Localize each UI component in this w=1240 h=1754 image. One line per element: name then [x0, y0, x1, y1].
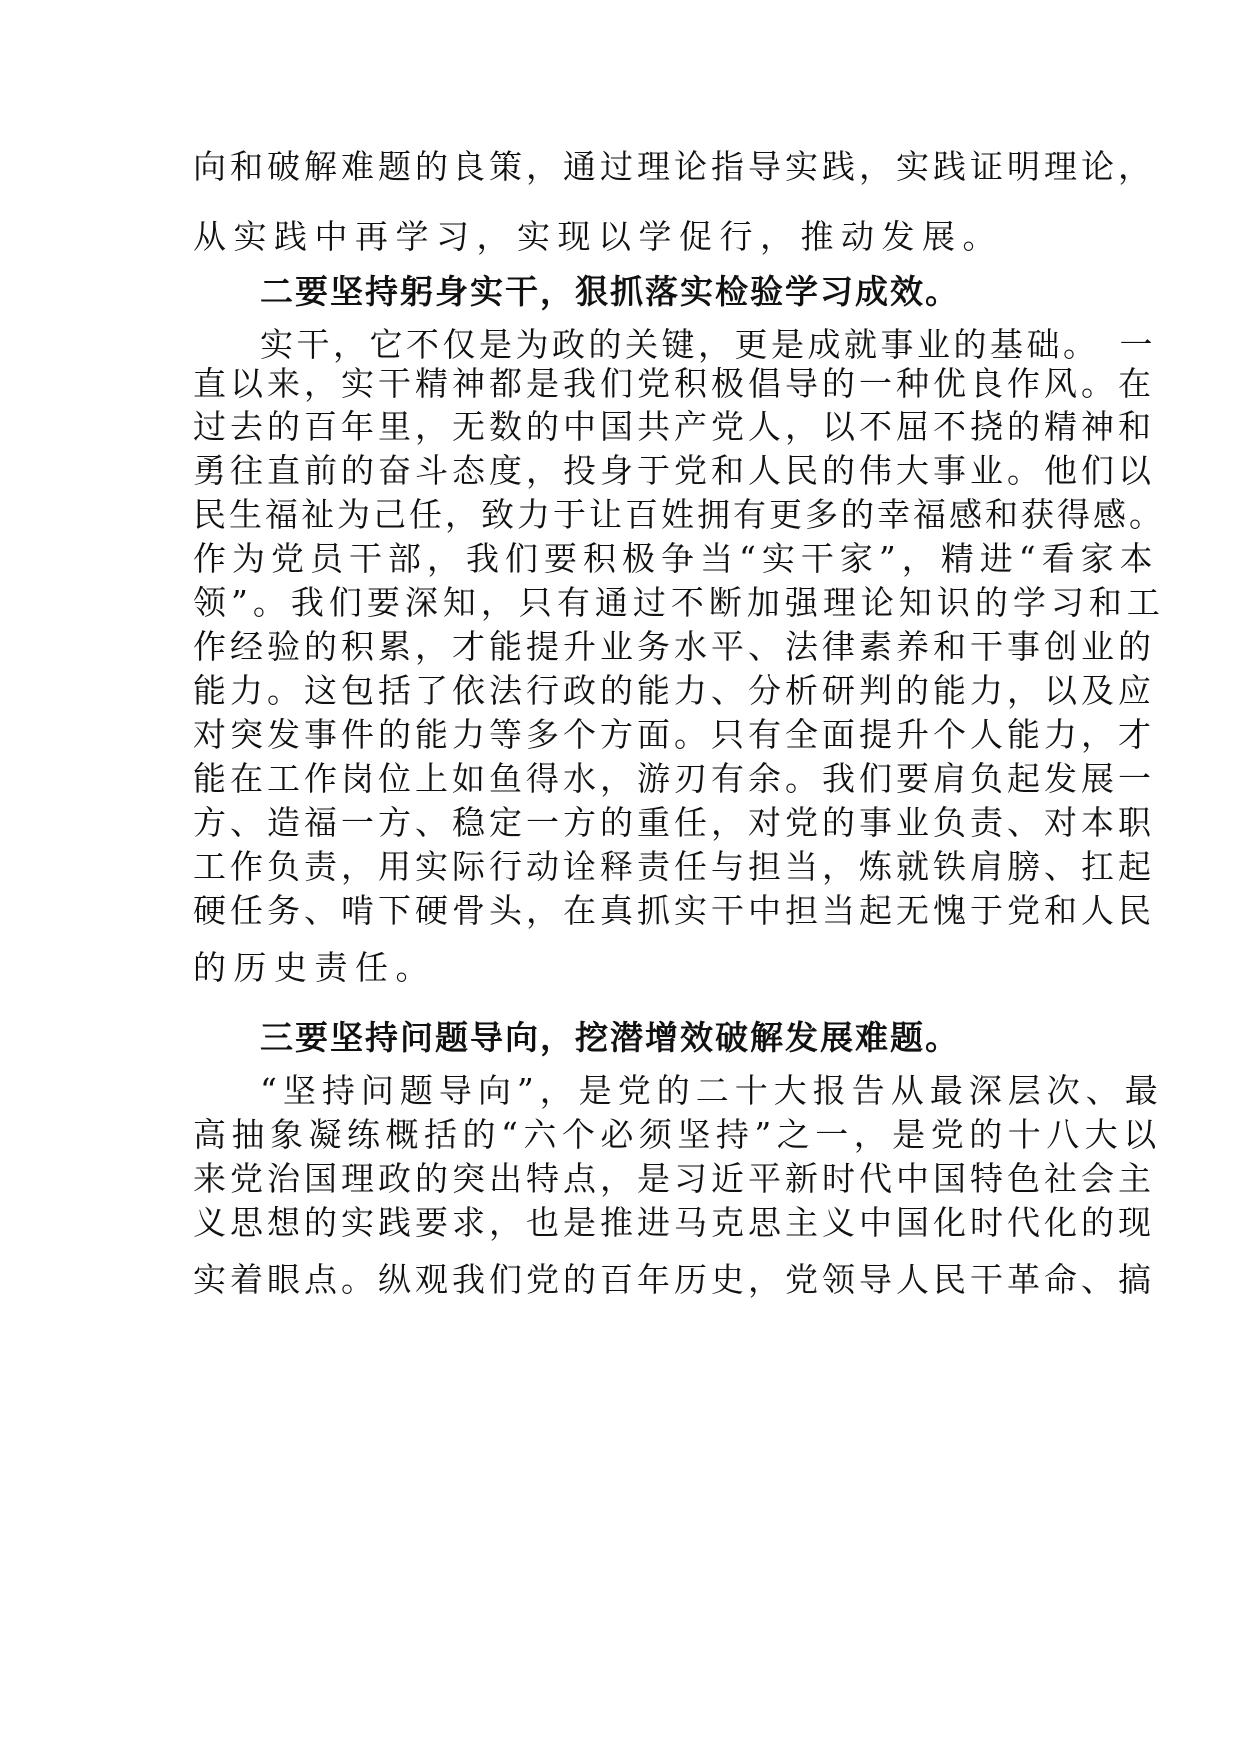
body-line: 义思想的实践要求，也是推进马克思主义中国化时代化的现: [193, 1203, 1155, 1242]
body-line: 能力。这包括了依法行政的能力、分析研判的能力，以及应: [193, 671, 1155, 710]
body-line: 工作负责，用实际行动诠释责任与担当，炼就铁肩膀、扛起: [193, 847, 1155, 886]
section-heading-3: 三要坚持问题导向，挖潜增效破解发展难题。: [260, 1018, 960, 1057]
body-line: 领”。我们要深知，只有通过不断加强理论知识的学习和工: [193, 583, 1165, 622]
body-line: 来党治国理政的突出特点，是习近平新时代中国特色社会主: [193, 1159, 1155, 1198]
body-line: 实干，它不仅是为政的关键，更是成就事业的基础。 一: [260, 325, 1156, 364]
body-line: 能在工作岗位上如鱼得水，游刃有余。我们要肩负起发展一: [193, 759, 1155, 798]
body-line: 方、造福一方、稳定一方的重任，对党的事业负责、对本职: [193, 803, 1155, 842]
body-line: 实着眼点。纵观我们党的百年历史，党领导人民干革命、搞: [193, 1260, 1155, 1299]
body-line: 过去的百年里，无数的中国共产党人，以不屈不挠的精神和: [193, 407, 1155, 446]
section-heading-2: 二要坚持躬身实干，狠抓落实检验学习成效。: [260, 272, 960, 311]
body-line: 直以来，实干精神都是我们党积极倡导的一种优良作风。在: [193, 364, 1155, 403]
body-line: 民生福祉为己任，致力于让百姓拥有更多的幸福感和获得感。: [193, 495, 1165, 534]
body-line: 从实践中再学习，实现以学促行，推动发展。: [193, 217, 1003, 256]
body-line: 硬任务、啃下硬骨头，在真抓实干中担当起无愧于党和人民: [193, 891, 1155, 930]
body-line: 作为党员干部，我们要积极争当“实干家”，精进“看家本: [193, 539, 1159, 578]
body-line: 高抽象凝练概括的“六个必须坚持”之一，是党的十八大以: [193, 1115, 1162, 1154]
body-line: “坚持问题导向”，是党的二十大报告从最深层次、最: [260, 1071, 1164, 1110]
body-line: 勇往直前的奋斗态度，投身于党和人民的伟大事业。他们以: [193, 451, 1155, 490]
body-line: 的历史责任。: [193, 948, 436, 987]
body-line: 向和破解难题的良策，通过理论指导实践，实践证明理论，: [193, 147, 1155, 186]
body-line: 对突发事件的能力等多个方面。只有全面提升个人能力，才: [193, 715, 1155, 754]
body-line: 作经验的积累，才能提升业务水平、法律素养和干事创业的: [193, 627, 1155, 666]
